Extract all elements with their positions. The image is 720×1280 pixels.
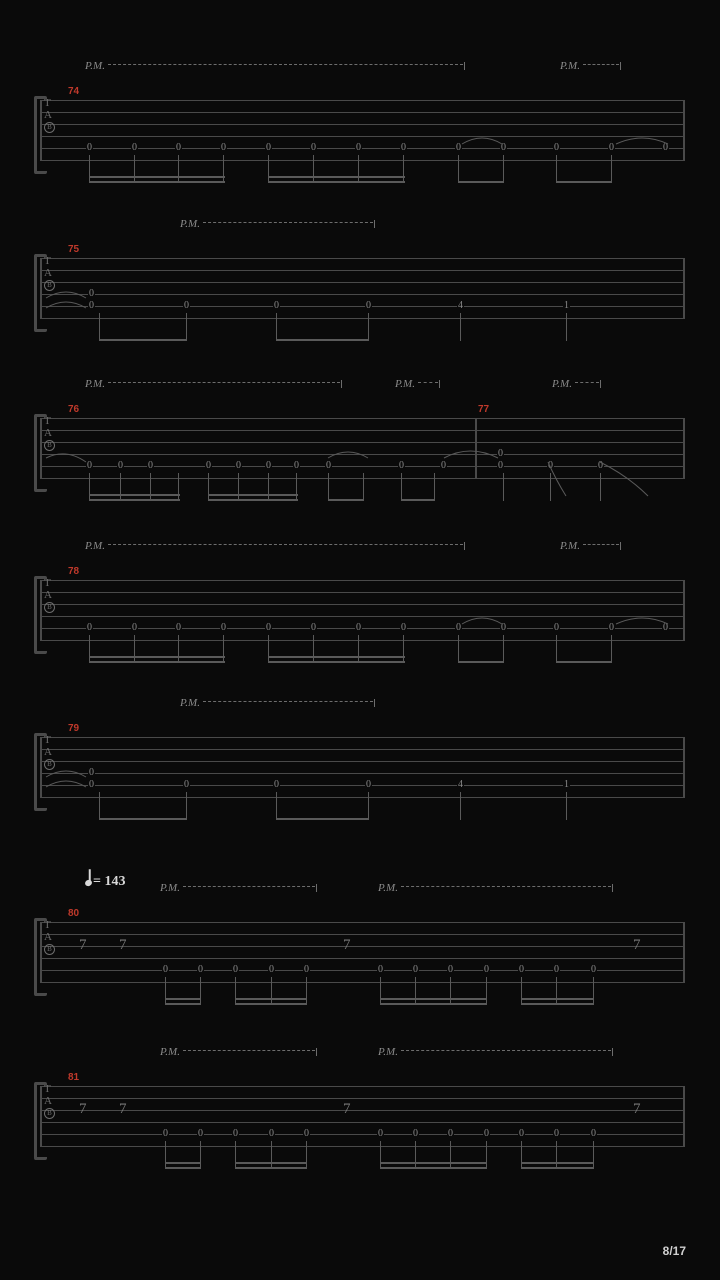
tab-note: 0 (274, 779, 279, 790)
tab-note: 0 (132, 142, 137, 153)
palm-mute-marking: P.M. (160, 882, 317, 894)
tab-clef: T A B (44, 578, 55, 613)
tab-note: 0 (356, 142, 361, 153)
tab-note: 0 (501, 142, 506, 153)
tab-note: 0 (498, 448, 503, 459)
tab-note: 0 (184, 300, 189, 311)
tab-note: 0 (304, 1128, 309, 1139)
tab-note: 0 (266, 142, 271, 153)
tab-note: 0 (87, 142, 92, 153)
tab-clef: T A B (44, 920, 55, 955)
tab-note: 0 (87, 622, 92, 633)
tab-note: 0 (501, 622, 506, 633)
eighth-rest: 7 (633, 937, 641, 953)
tab-note: 0 (413, 1128, 418, 1139)
tab-note: 0 (548, 460, 553, 471)
measure-number: 76 (68, 404, 80, 415)
palm-mute-marking: P.M. (378, 1046, 613, 1058)
tab-note: 0 (441, 460, 446, 471)
tab-note: 0 (591, 1128, 596, 1139)
tab-note: 0 (356, 622, 361, 633)
tab-note: 0 (554, 142, 559, 153)
tab-note: 0 (132, 622, 137, 633)
tab-clef: T A B (44, 98, 55, 133)
tab-note: 0 (148, 460, 153, 471)
tab-note: 0 (184, 779, 189, 790)
tab-note: 0 (311, 622, 316, 633)
tab-clef: T A B (44, 735, 55, 770)
tab-note: 0 (198, 964, 203, 975)
tab-note: 0 (378, 964, 383, 975)
slur-overlay (0, 580, 720, 670)
palm-mute-marking: P.M. (85, 540, 465, 552)
page-number: 8/17 (662, 1244, 686, 1258)
tab-note: 0 (663, 622, 668, 633)
tab-note: 0 (519, 964, 524, 975)
tab-staff (40, 1086, 685, 1134)
tab-staff (40, 922, 685, 970)
tab-note: 0 (401, 622, 406, 633)
tab-note: 0 (448, 964, 453, 975)
tab-note: 0 (89, 767, 94, 778)
measure-number: 75 (68, 244, 80, 255)
measure-number: 74 (68, 86, 80, 97)
tab-note: 0 (89, 288, 94, 299)
barline (40, 1086, 42, 1146)
tab-note: 0 (118, 460, 123, 471)
palm-mute-marking: P.M. (552, 378, 601, 390)
eighth-rest: 7 (633, 1101, 641, 1117)
slur-overlay (0, 258, 720, 348)
tab-note: 4 (458, 779, 463, 790)
tab-note: 0 (87, 460, 92, 471)
tab-note: 0 (609, 622, 614, 633)
tab-clef: T A B (44, 256, 55, 291)
tab-note: 0 (401, 142, 406, 153)
tab-note: 0 (554, 1128, 559, 1139)
tab-note: 0 (233, 964, 238, 975)
measure-number: 80 (68, 908, 80, 919)
palm-mute-marking: P.M. (180, 218, 375, 230)
eighth-rest: 7 (343, 1101, 351, 1117)
tab-note: 0 (221, 622, 226, 633)
palm-mute-marking: P.M. (395, 378, 440, 390)
tab-note: 0 (366, 300, 371, 311)
tab-note: 0 (266, 622, 271, 633)
tab-note: 0 (89, 300, 94, 311)
tab-clef: T A B (44, 416, 55, 451)
tab-note: 0 (663, 142, 668, 153)
tab-note: 0 (413, 964, 418, 975)
tab-note: 0 (176, 142, 181, 153)
tab-note: 0 (89, 779, 94, 790)
eighth-rest: 7 (79, 1101, 87, 1117)
palm-mute-marking: P.M. (560, 540, 621, 552)
tab-note: 0 (519, 1128, 524, 1139)
tab-note: 4 (458, 300, 463, 311)
barline (683, 922, 685, 982)
measure-number: 81 (68, 1072, 80, 1083)
tab-note: 0 (399, 460, 404, 471)
eighth-rest: 7 (343, 937, 351, 953)
tab-note: 0 (163, 1128, 168, 1139)
tab-note: 0 (591, 964, 596, 975)
tab-note: 0 (456, 142, 461, 153)
tab-note: 0 (206, 460, 211, 471)
tab-note: 0 (484, 1128, 489, 1139)
eighth-rest: 7 (119, 937, 127, 953)
tab-note: 0 (236, 460, 241, 471)
slur-overlay (0, 100, 720, 190)
tab-note: 0 (274, 300, 279, 311)
tab-note: 0 (311, 142, 316, 153)
palm-mute-marking: P.M. (85, 378, 342, 390)
tempo-marking: = 143 (85, 874, 125, 890)
tab-note: 0 (448, 1128, 453, 1139)
tab-note: 1 (564, 779, 569, 790)
tab-note: 0 (269, 964, 274, 975)
barline (683, 1086, 685, 1146)
tab-note: 0 (456, 622, 461, 633)
eighth-rest: 7 (119, 1101, 127, 1117)
tab-note: 0 (269, 1128, 274, 1139)
palm-mute-marking: P.M. (180, 697, 375, 709)
tab-note: 0 (176, 622, 181, 633)
palm-mute-marking: P.M. (560, 60, 621, 72)
tab-clef: T A B (44, 1084, 55, 1119)
tab-note: 0 (554, 964, 559, 975)
slur-overlay (0, 418, 720, 518)
tab-note: 0 (378, 1128, 383, 1139)
barline (40, 922, 42, 982)
tab-note: 0 (266, 460, 271, 471)
measure-number: 78 (68, 566, 80, 577)
palm-mute-marking: P.M. (378, 882, 613, 894)
tab-note: 0 (304, 964, 309, 975)
slur-overlay (0, 737, 720, 827)
measure-number: 79 (68, 723, 80, 734)
tab-note: 0 (498, 460, 503, 471)
tab-note: 1 (564, 300, 569, 311)
tab-note: 0 (366, 779, 371, 790)
eighth-rest: 7 (79, 937, 87, 953)
tab-note: 0 (554, 622, 559, 633)
tab-note: 0 (484, 964, 489, 975)
quarter-note-icon (84, 879, 93, 887)
tab-note: 0 (233, 1128, 238, 1139)
tab-note: 0 (198, 1128, 203, 1139)
tab-note: 0 (326, 460, 331, 471)
measure-number: 77 (478, 404, 490, 415)
palm-mute-marking: P.M. (160, 1046, 317, 1058)
tab-note: 0 (598, 460, 603, 471)
tab-note: 0 (294, 460, 299, 471)
palm-mute-marking: P.M. (85, 60, 465, 72)
tab-note: 0 (609, 142, 614, 153)
tab-note: 0 (221, 142, 226, 153)
tab-note: 0 (163, 964, 168, 975)
